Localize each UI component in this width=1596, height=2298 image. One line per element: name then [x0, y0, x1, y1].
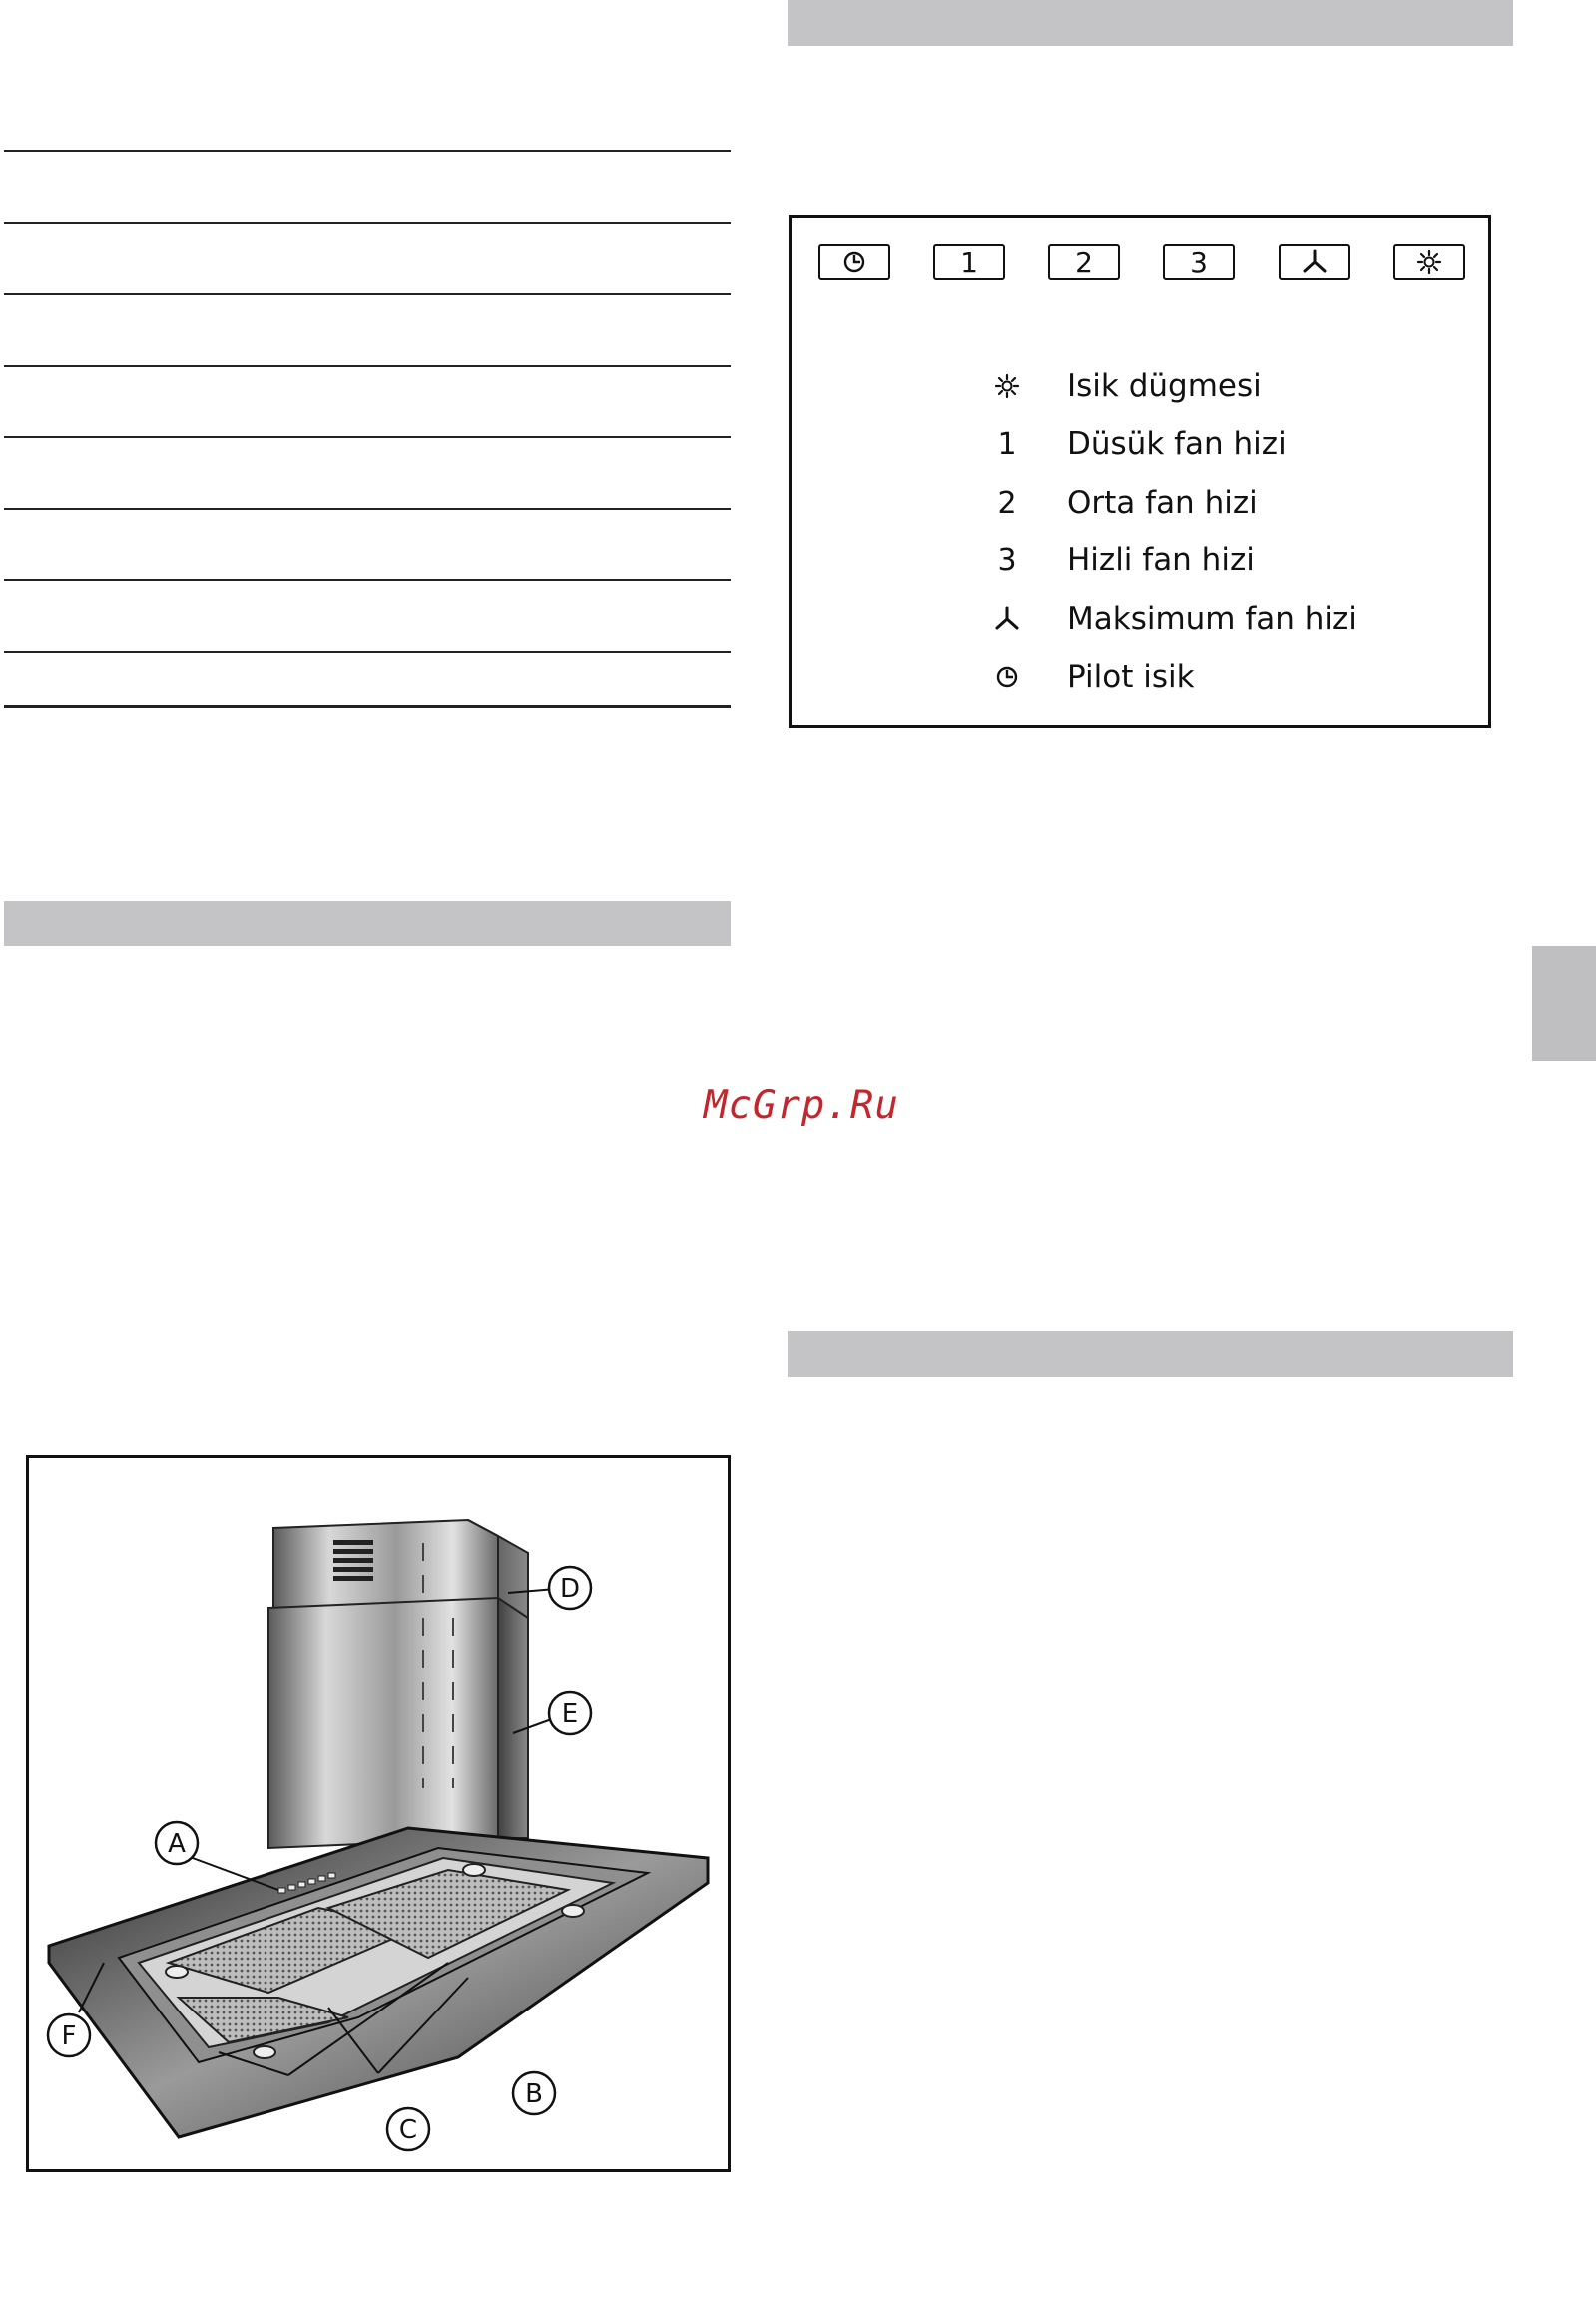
- table-rule-6: [4, 508, 731, 510]
- watermark: McGrp.Ru: [704, 1083, 899, 1128]
- legend-row-speed-3: [981, 538, 1255, 582]
- table-rule-4: [4, 365, 731, 367]
- table-rule-8: [4, 651, 731, 653]
- speed-2-button[interactable]: 2: [1048, 244, 1120, 280]
- table-rule-3: [4, 293, 731, 295]
- fan-icon: [993, 606, 1021, 632]
- light-icon: [994, 373, 1020, 399]
- legend-row-speed-1: [981, 422, 1287, 466]
- callout-d: D: [559, 1574, 581, 1604]
- legend-row-speed-2: [981, 481, 1258, 525]
- legend-text: Maksimum fan hizi: [1067, 601, 1357, 637]
- legend-row-max: [981, 597, 1357, 641]
- section-bar-left: [4, 901, 731, 946]
- legend-text: Pilot isik: [1067, 659, 1195, 695]
- legend-text: Hizli fan hizi: [1067, 542, 1255, 578]
- callout-c: C: [398, 2115, 418, 2145]
- table-rule-bottom: [4, 705, 731, 708]
- legend-symbol: [981, 665, 1033, 689]
- page-edge-tab: [1532, 946, 1596, 1061]
- callout-a: A: [168, 1829, 186, 1859]
- legend-text: Orta fan hizi: [1067, 485, 1258, 521]
- control-panel-diagram: [789, 215, 1491, 728]
- table-rule-5: [4, 436, 731, 438]
- table-rule-7: [4, 579, 731, 581]
- speed-3-button[interactable]: 3: [1163, 244, 1235, 280]
- legend-text: Isik dügmesi: [1067, 368, 1262, 404]
- legend-text: Düsük fan hizi: [1067, 426, 1287, 462]
- hood-illustration: [29, 1458, 728, 2169]
- legend-symbol: [981, 373, 1033, 399]
- callout-f: F: [61, 2021, 77, 2051]
- section-bar-top-right: [788, 0, 1513, 46]
- max-speed-button[interactable]: [1279, 244, 1350, 280]
- legend-symbol: 3: [997, 542, 1017, 578]
- pilot-button[interactable]: [818, 244, 890, 280]
- callout-b: B: [525, 2079, 543, 2109]
- hood-figure: [26, 1455, 731, 2172]
- clock-icon: [995, 665, 1019, 689]
- legend-row-pilot: [981, 655, 1195, 699]
- legend-symbol: [981, 606, 1033, 632]
- fan-icon: [1301, 249, 1329, 275]
- table-rule-1: [4, 150, 731, 152]
- light-icon: [1416, 249, 1442, 275]
- table-rule-2: [4, 222, 731, 224]
- speed-1-button[interactable]: 1: [933, 244, 1005, 280]
- legend-symbol: 2: [997, 485, 1017, 521]
- clock-icon: [842, 250, 866, 274]
- section-bar-bottom-right: [788, 1331, 1513, 1377]
- callout-e: E: [561, 1699, 579, 1729]
- legend-symbol: 1: [997, 426, 1017, 462]
- legend-row-light: [981, 364, 1262, 408]
- light-button[interactable]: [1393, 244, 1465, 280]
